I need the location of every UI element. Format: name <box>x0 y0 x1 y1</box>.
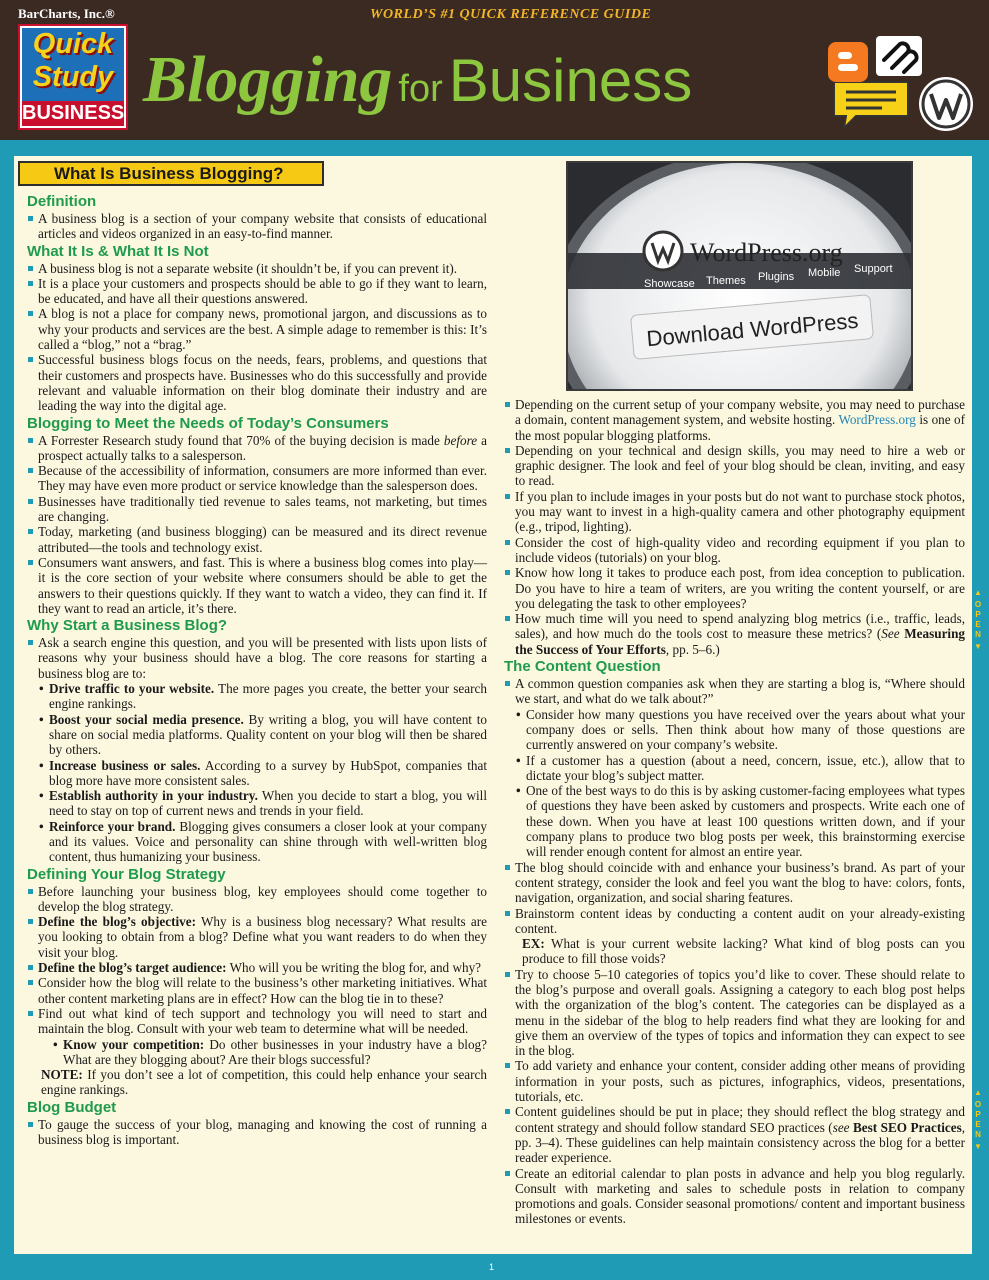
wordpress-photo <box>566 161 913 391</box>
strategy-relate: Consider how the blog will relate to the business’s other marketing initiatives. What other content marketing plans are in effect? How can the blog tie in to these? <box>27 975 487 1006</box>
quickstudy-logo <box>18 24 128 130</box>
why-item-lead: Establish authority in your industry. <box>49 788 258 804</box>
strategy-note <box>27 1067 487 1098</box>
content-sub-item: • If a customer has a question (about a need, concern, issue, etc.), allow that to dictate your blog’s subject matter. <box>504 753 965 784</box>
consumers-item-forrester <box>27 433 487 464</box>
page-number: 1 <box>489 1262 495 1272</box>
header <box>0 0 989 140</box>
photo-nav-mobile: Mobile <box>808 267 841 279</box>
budget-metrics <box>504 611 965 657</box>
why-item <box>27 712 487 758</box>
arrow-up-icon: ▲ <box>974 1088 982 1097</box>
budget-item: Depending on your technical and design skills, you may need to hire a web or graphic designer. The look and feel of your blog should be clean, inviting, and easy to read. <box>504 443 965 489</box>
why-item-lead: Drive traffic to your website. <box>49 681 215 697</box>
heading-strategy: Defining Your Blog Strategy <box>27 865 226 883</box>
heading-content-question: The Content Question <box>504 658 661 676</box>
arrow-up-icon: ▲ <box>974 588 982 597</box>
title-for: for <box>398 68 443 110</box>
why-intro: Ask a search engine this question, and you will be presented with lists upon lists of reasons why your business should have a blog. The core reasons for starting a business blog are to: <box>27 635 487 681</box>
metrics-see: See <box>881 626 900 642</box>
magnifier-illustration <box>568 163 913 391</box>
guidelines-text-b: , pp. 3–4). These guidelines can help maintain consistency across the blog for a better reader experience. <box>515 1119 966 1166</box>
content-example <box>504 936 965 967</box>
blogger-icon <box>828 42 868 82</box>
wordpress-icon <box>919 77 973 131</box>
metrics-text-a: How much time will you need to spend analyzing blog metrics (i.e., traffic, leads, sales), and how much do the tools cost to measure these metrics? ( <box>515 611 965 642</box>
metrics-reference: Measuring the Success of Your Efforts <box>515 626 966 657</box>
metrics-text-b: , pp. 5–6.) <box>665 641 720 657</box>
logo-quick-text: Quick <box>32 28 114 60</box>
squarespace-icon <box>876 36 922 76</box>
note-label: NOTE: <box>41 1067 83 1083</box>
ex-text: What is your current website lacking? What kind of blog posts can you produce to fill those voids? <box>522 936 965 967</box>
title-blogging: Blogging <box>143 43 393 116</box>
speech-bubble-icon <box>834 82 908 128</box>
logo-quickstudy-panel <box>22 28 124 103</box>
open-label: OPEN <box>974 1100 982 1139</box>
note-text: If you don’t see a lot of competition, this could help enhance your search engine rankings. <box>41 1067 488 1098</box>
photo-nav-showcase: Showcase <box>644 278 695 290</box>
whatis-item: A blog is not a place for company news, promotional jargon, and discussions as to why your products and services are the best. A simple adage to remember is this: It’s called a “blog,” not a “brag.” <box>27 306 487 352</box>
guidelines-reference: Best SEO Practices <box>853 1119 962 1135</box>
wordpress-logo-icon <box>644 232 682 270</box>
strategy-competition <box>27 1037 487 1068</box>
heading-definition: Definition <box>27 193 97 210</box>
heading-what-it-is: What It Is & What It Is Not <box>27 242 209 260</box>
whatis-item: A business blog is not a separate website (it shouldn’t be, if you can prevent it). <box>27 261 487 276</box>
strategy-competition-lead: Know your competition: <box>63 1036 205 1052</box>
why-item-text: The more pages you create, the better your search engine rankings. <box>49 681 487 712</box>
platform-icons <box>826 34 976 134</box>
why-item-lead: Increase business or sales. <box>49 757 201 773</box>
ex-label: EX: <box>522 936 545 952</box>
guidelines-text-a: Content guidelines should be put in place; they should reflect the blog strategy and content strategy and should follow standard SEO practices ( <box>515 1104 965 1135</box>
photo-download-text: Download WordPress <box>645 307 860 352</box>
strategy-audience <box>27 960 487 975</box>
publisher-name: BarCharts, Inc.® <box>18 6 115 21</box>
strategy-tech: Find out what kind of tech support and technology you will need to start and maintain the blog. Consult with your web team to determine what will be needed. <box>27 1006 487 1037</box>
forrester-text-b: a prospect actually talks to a salesperson. <box>38 432 487 463</box>
content-audit: Brainstorm content ideas by conducting a content audit on your already-existing content. <box>504 906 965 937</box>
why-item-text: According to a survey by HubSpot, companies that blog more have more consistent sales. <box>49 757 487 788</box>
strategy-objective <box>27 914 487 960</box>
forrester-text-a: A Forrester Research study found that 70% of the buying decision is made <box>38 432 440 448</box>
content-sub-item: • Consider how many questions you have received over the years about what your company does or sells. Then think about how many of those questions are currently answered on your company’s website. <box>504 707 965 753</box>
content-brand: The blog should coincide with and enhance your business’s brand. As part of your content strategy, consider the look and feel you want the blog to have: colors, fonts, navigation, organization, and social sharing features. <box>504 860 965 906</box>
budget-setup <box>504 397 965 443</box>
left-column <box>27 192 487 1147</box>
content-intro: A common question companies ask when they are starting a blog is, “Where should we start, and what do we talk about?” <box>504 676 965 707</box>
budget-item: Know how long it takes to produce each post, from idea conception to publication. Do you have to hire a team of writers, are you writing the content yourself, or are you delegating the task to other employees? <box>504 565 965 611</box>
photo-nav-plugins: Plugins <box>758 271 795 283</box>
why-item-lead: Reinforce your brand. <box>49 818 176 834</box>
budget-setup-text-b: is one of the most popular blogging platforms. <box>515 412 966 443</box>
heading-budget: Blog Budget <box>27 1098 117 1116</box>
whatis-item: It is a place your customers and prospects should be able to go if they want to learn, be educated, and have all their questions answered. <box>27 276 487 307</box>
strategy-audience-text: Who will you be writing the blog for, and why? <box>229 960 482 976</box>
photo-nav-support: Support <box>854 263 893 275</box>
tagline: WORLD’S #1 QUICK REFERENCE GUIDE <box>370 7 652 22</box>
why-item-text: When you decide to start a blog, you will need to stay on top of current news and trends in your field. <box>49 788 487 819</box>
consumers-item: Businesses have traditionally tied revenue to sales teams, not marketing, but times are changing. <box>27 494 487 525</box>
why-item <box>27 819 487 865</box>
heading-why-start: Why Start a Business Blog? <box>27 617 228 635</box>
content-sub-item: • One of the best ways to do this is by asking customer-facing employees what types of questions they have been asked by customers and prospects. Write each one of these down. When you have at least 100 questions written down, and if your company plans to produce two blog posts per week, this brainstorming exercise will render enough content for almost an entire year. <box>504 783 965 859</box>
budget-item: Consider the cost of high-quality video and recording equipment if you plan to include videos (tutorials) on your blog. <box>504 535 965 566</box>
open-label: OPEN <box>974 600 982 639</box>
content-item: Try to choose 5–10 categories of topics you’d like to cover. These should relate to the blog’s purpose and overall goals. Assigning a category to each blog post helps with the organization of the blog’s content. The categories can be displayed as a menu in the sidebar of the blog to help readers find what they are looking for and give them an overview of the types of topics and information they can expect to see in the blog. <box>504 967 965 1059</box>
why-item-lead: Boost your social media presence. <box>49 711 244 727</box>
content-item: To add variety and enhance your content, consider adding other means of providing information in your posts, such as pictures, infographics, videos, presentations, tutorials, etc. <box>504 1058 965 1104</box>
consumers-item: Today, marketing (and business blogging) can be measured and its direct revenue attributed—the tools and technology exist. <box>27 524 487 555</box>
why-item-text: Blogging gives consumers a closer look at your company and its values. Voice and personality can shine through with well-written blog content, thus humanizing your business. <box>49 818 487 865</box>
guidelines-see: see <box>832 1119 850 1135</box>
arrow-down-icon: ▼ <box>974 642 982 651</box>
budget-item: If you plan to include images in your posts but do not want to purchase stock photos, you may want to invest in a high-quality camera and other photography equipment (e.g., tripod, lighting). <box>504 489 965 535</box>
logo-study-text: Study <box>32 61 114 93</box>
content-guidelines <box>504 1104 965 1165</box>
why-item-text: By writing a blog, you will have content to share on social media platforms. Quality content on your blog will then be shared by others. <box>49 711 487 758</box>
budget-intro: To gauge the success of your blog, managing and knowing the cost of running a business blog is important. <box>27 1117 487 1148</box>
open-tab-upper <box>972 588 984 652</box>
page-title <box>143 42 692 118</box>
wordpress-link[interactable]: WordPress.org <box>838 412 916 428</box>
why-item <box>27 758 487 789</box>
open-tab-lower <box>972 1088 984 1152</box>
why-item <box>27 788 487 819</box>
logo-business-text: BUSINESS <box>22 102 125 124</box>
content-calendar: Create an editorial calendar to plan posts in advance and help you blog regularly. Consult with marketing and sales to schedule posts in relation to company promotions and goals. Consider seasonal promotions/ content and important business milestones or events. <box>504 1166 965 1227</box>
arrow-down-icon: ▼ <box>974 1142 982 1151</box>
strategy-objective-text: Why is a business blog necessary? What results are you looking to obtain from a blog? Define what you want readers to do when they visit your blog. <box>38 914 488 960</box>
strategy-intro: Before launching your business blog, key employees should come together to develop the blog strategy. <box>27 884 487 915</box>
consumers-item: Consumers want answers, and fast. This is where a business blog comes into play—it is the core section of your website where consumers should be able to get the answers to their questions quickly. If they want to watch a video, they can find it. If they want to read an article, it’s there. <box>27 555 487 616</box>
heading-consumers: Blogging to Meet the Needs of Today’s Consumers <box>27 414 389 432</box>
right-column <box>504 397 965 1227</box>
definition-item: A business blog is a section of your company website that consists of educational articles and videos organized in an easy-to-find manner. <box>27 211 487 242</box>
photo-wordpress-brand: WordPress.org <box>690 238 843 267</box>
why-item <box>27 681 487 712</box>
strategy-competition-text: Do other businesses in your industry have a blog? What are they blogging about? Are their blogs successful? <box>63 1036 487 1067</box>
title-business: Business <box>448 47 693 114</box>
strategy-objective-lead: Define the blog’s objective: <box>38 914 196 930</box>
consumers-item: Because of the accessibility of information, consumers are more informed than ever. They may have even more product or service knowledge than the salesperson does. <box>27 463 487 494</box>
budget-setup-text-a: Depending on the current setup of your company website, you may need to purchase a domain, content management system, and website hosting. <box>515 397 965 428</box>
section-title: What Is Business Blogging? <box>18 161 324 186</box>
strategy-audience-lead: Define the blog’s target audience: <box>38 960 227 976</box>
forrester-emphasis: before <box>443 432 478 448</box>
photo-nav-themes: Themes <box>706 275 746 287</box>
whatis-item: Successful business blogs focus on the needs, fears, problems, and questions that their customers and prospects have. Businesses who do this successfully and provide relevant and valuable information on their blog dominate their industry and are leading the way into the digital age. <box>27 352 487 413</box>
